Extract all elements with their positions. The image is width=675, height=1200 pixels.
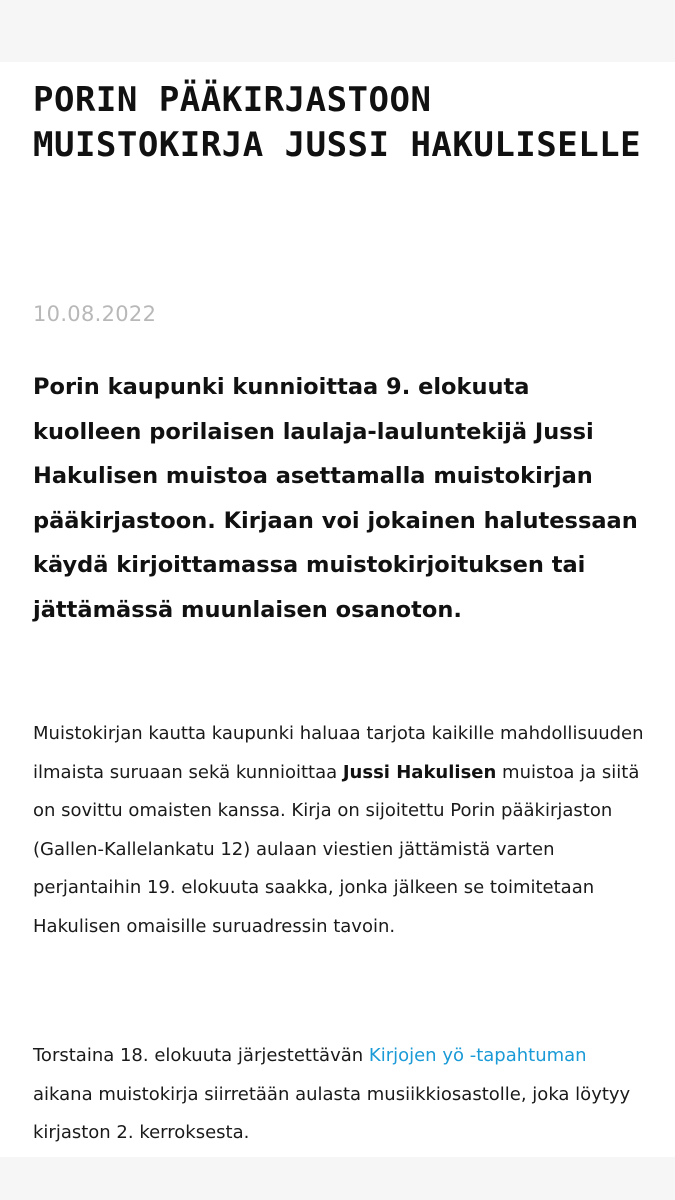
paragraph-2-text-start: Torstaina 18. elokuuta järjestettävän [33,1045,369,1066]
article-card [0,62,675,1157]
article-date: 10.08.2022 [33,302,157,326]
top-margin [0,0,675,62]
paragraph-1-bold-name: Jussi Hakulisen [342,761,497,783]
paragraph-1-text-end: muistoa ja siitä on sovittu omaisten kanssa. Kirja on sijoitettu Porin pääkirjaston (Gallen-Kallelankatu 12) aulaan viestien jättämistä varten perjantaihin 19. elokuuta saakka, jonka jälkeen se toimitetaan Hakulisen omaisille suruadressin tavoin. [33,761,640,937]
article-title: PORIN PÄÄKIRJASTOON MUISTOKIRJA JUSSI HAKULISELLE [33,80,642,165]
bottom-margin [0,1157,675,1200]
paragraph-2 [33,1037,645,1153]
kirjojen-yo-link[interactable]: Kirjojen yö -tapahtuman [368,1045,587,1066]
paragraph-2-text-end: aikana muistokirja siirretään aulasta musiikkiosastolle, joka löytyy kirjaston 2. kerroksesta. [33,1083,631,1143]
article-lead: Porin kaupunki kunnioittaa 9. elokuuta kuolleen porilaisen laulaja-lauluntekijä Jussi Hakulisen muistoa asettamalla muistokirjan pääkirjastoon. Kirjaan voi jokainen halutessaan käydä kirjoittamassa muistokirjoituksen tai jättämässä muunlaisen osanoton. [33,374,638,623]
paragraph-1-text-start: Muistokirjan kautta kaupunki haluaa tarjota kaikille mahdollisuuden ilmaista suruaan sekä kunnioittaa [33,723,644,783]
paragraph-1 [33,715,645,946]
